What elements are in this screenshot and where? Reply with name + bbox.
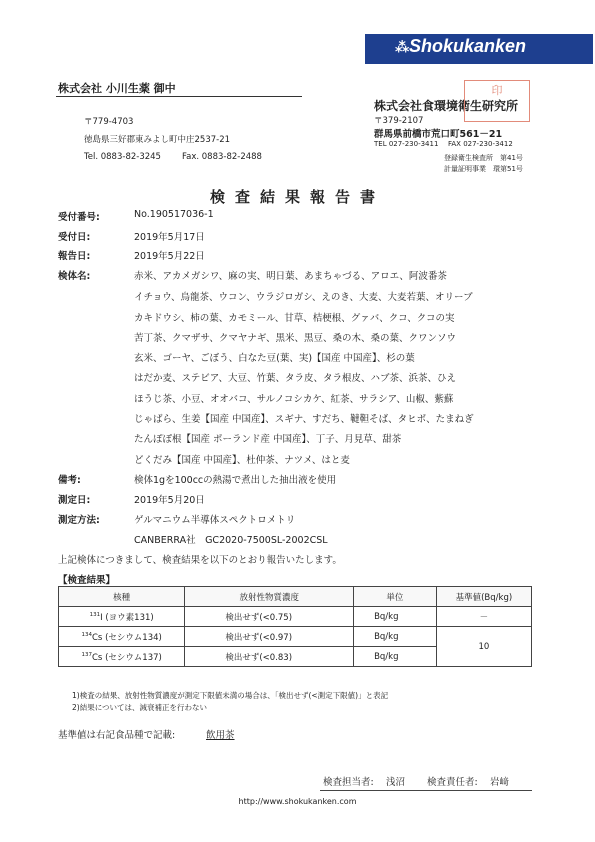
limit-cell: － — [436, 607, 531, 627]
specimen-line: 玄米、ゴーヤ、ごぼう、白なた豆(葉、実)【国産 中国産】、杉の葉 — [134, 353, 415, 364]
specimen-line: カキドウシ、柿の葉、カモミール、甘草、桔梗根、グァバ、クコ、クコの実 — [134, 313, 455, 324]
unit-cell: Bq/kg — [354, 647, 437, 667]
standard-label: 基準値は右記食品種で記載: — [58, 730, 176, 741]
nuclide-cell: $^{137}$Cs (セシウム137) — [59, 647, 185, 667]
unit-cell: Bq/kg — [354, 607, 437, 627]
nuclide-cell: $^{131}$I (ヨウ素131) — [59, 607, 185, 627]
signature-line — [320, 790, 532, 791]
manager-label: 検査責任者: — [427, 777, 478, 788]
method-line-1: ゲルマニウム半導体スペクトロメトリ — [134, 515, 296, 526]
method-label: 測定方法: — [58, 515, 100, 526]
document-title: 検査結果報告書 — [209, 188, 385, 206]
footnote-2: 2)結果については、減衰補正を行わない — [72, 703, 208, 712]
header-concentration: 放射性物質濃度 — [185, 587, 354, 607]
measure-date: 2019年5月20日 — [134, 495, 205, 506]
header-limit: 基準値(Bq/kg) — [436, 587, 531, 607]
report-date-label: 報告日: — [58, 251, 91, 262]
issuer-tel: TEL 027-230-3411 — [374, 140, 439, 148]
method-line-2: CANBERRA社 GC2020-7500SL-2002CSL — [134, 535, 328, 546]
specimen-label: 検体名: — [58, 271, 91, 282]
intro-text: 上記検体につきまして、検査結果を以下のとおり報告いたします。 — [58, 555, 342, 566]
manager-name: 岩﨑 — [490, 777, 510, 788]
logo-text: Shokukanken — [409, 36, 527, 56]
table-row — [59, 627, 532, 647]
limit-cell: 10 — [436, 627, 531, 667]
recipient-fax: Fax. 0883-82-2488 — [182, 152, 262, 162]
unit-cell: Bq/kg — [354, 627, 437, 647]
specimen-line: たんぽぽ根【国産 ポーランド産 中国産】、丁子、月見草、甜茶 — [134, 434, 402, 445]
header-unit: 単位 — [354, 587, 437, 607]
footnote-1: 1)検査の結果、放射性物質濃度が測定下限値未満の場合は、「検出せず(<測定下限値)」と表記 — [72, 691, 389, 700]
specimen-line: じゃばら、生姜【国産 中国産】、スギナ、すだち、韃靼そば、タヒボ、たまねぎ — [134, 414, 474, 425]
issuer-fax: FAX 027-230-3412 — [448, 140, 513, 148]
report-date: 2019年5月22日 — [134, 251, 205, 262]
issuer-address: 群馬県前橋市荒口町561－21 — [374, 129, 503, 140]
recipient-company: 株式会社 小川生薬 御中 — [58, 82, 176, 95]
issuer-postal: 〒379-2107 — [374, 116, 424, 126]
recipient-tel: Tel. 0883-82-3245 — [84, 152, 161, 162]
nuclide-cell: $^{134}$Cs (セシウム134) — [59, 627, 185, 647]
receipt-no-label: 受付番号: — [58, 212, 100, 223]
brand-logo — [365, 34, 593, 64]
concentration-cell: 検出せず(<0.97) — [185, 627, 354, 647]
standard-value: 飲用茶 — [206, 730, 235, 741]
results-table — [58, 586, 532, 667]
specimen-line: どくだみ【国産 中国産】、杜仲茶、ナツメ、はと麦 — [134, 455, 350, 466]
footer-url[interactable]: http://www.shokukanken.com — [238, 797, 357, 806]
concentration-cell: 検出せず(<0.75) — [185, 607, 354, 627]
logo-mark-icon: ⁂ — [395, 40, 410, 56]
specimen-line: ほうじ茶、小豆、オオバコ、サルノコシカケ、紅茶、サラシア、山椒、紫蘇 — [134, 394, 454, 405]
concentration-cell: 検出せず(<0.83) — [185, 647, 354, 667]
specimen-line: イチョウ、烏龍茶、ウコン、ウラジロガシ、えのき、大麦、大麦若葉、オリーブ — [134, 292, 473, 303]
inspector-name: 浅沼 — [386, 777, 406, 788]
note-text: 検体1gを100ccの熱湯で煮出した抽出液を使用 — [134, 475, 337, 486]
recipient-postal: 〒779-4703 — [84, 117, 134, 127]
specimen-line: 苦丁茶、クマザサ、クマヤナギ、黒米、黒豆、桑の木、桑の葉、クワンソウ — [134, 333, 456, 344]
receipt-no: No.190517036-1 — [134, 209, 214, 220]
issuer-name: 株式会社食環境衛生研究所 — [374, 99, 519, 113]
table-header-row — [59, 587, 532, 607]
header-nuclide: 核種 — [59, 587, 185, 607]
issuer-registration-2: 計量証明事業 環第51号 — [444, 165, 523, 173]
company-seal: 印 — [464, 80, 530, 122]
table-row — [59, 607, 532, 627]
specimen-line: 赤米、アカメガシワ、麻の実、明日葉、あまちゃづる、アロエ、阿波番茶 — [134, 271, 447, 282]
results-heading: 【検査結果】 — [58, 575, 116, 586]
measure-date-label: 測定日: — [58, 495, 91, 506]
receipt-date-label: 受付日: — [58, 232, 91, 243]
inspector-label: 検査担当者: — [323, 777, 374, 788]
issuer-registration-1: 登録衛生検査所 第41号 — [444, 154, 523, 162]
recipient-address: 徳島県三好郡東みよし町中庄2537-21 — [84, 135, 231, 145]
note-label: 備考: — [58, 475, 81, 486]
receipt-date: 2019年5月17日 — [134, 232, 205, 243]
recipient-underline — [56, 96, 302, 97]
specimen-line: はだか麦、ステビア、大豆、竹葉、タラ皮、タラ根皮、ハブ茶、浜茶、ひえ — [134, 373, 457, 384]
